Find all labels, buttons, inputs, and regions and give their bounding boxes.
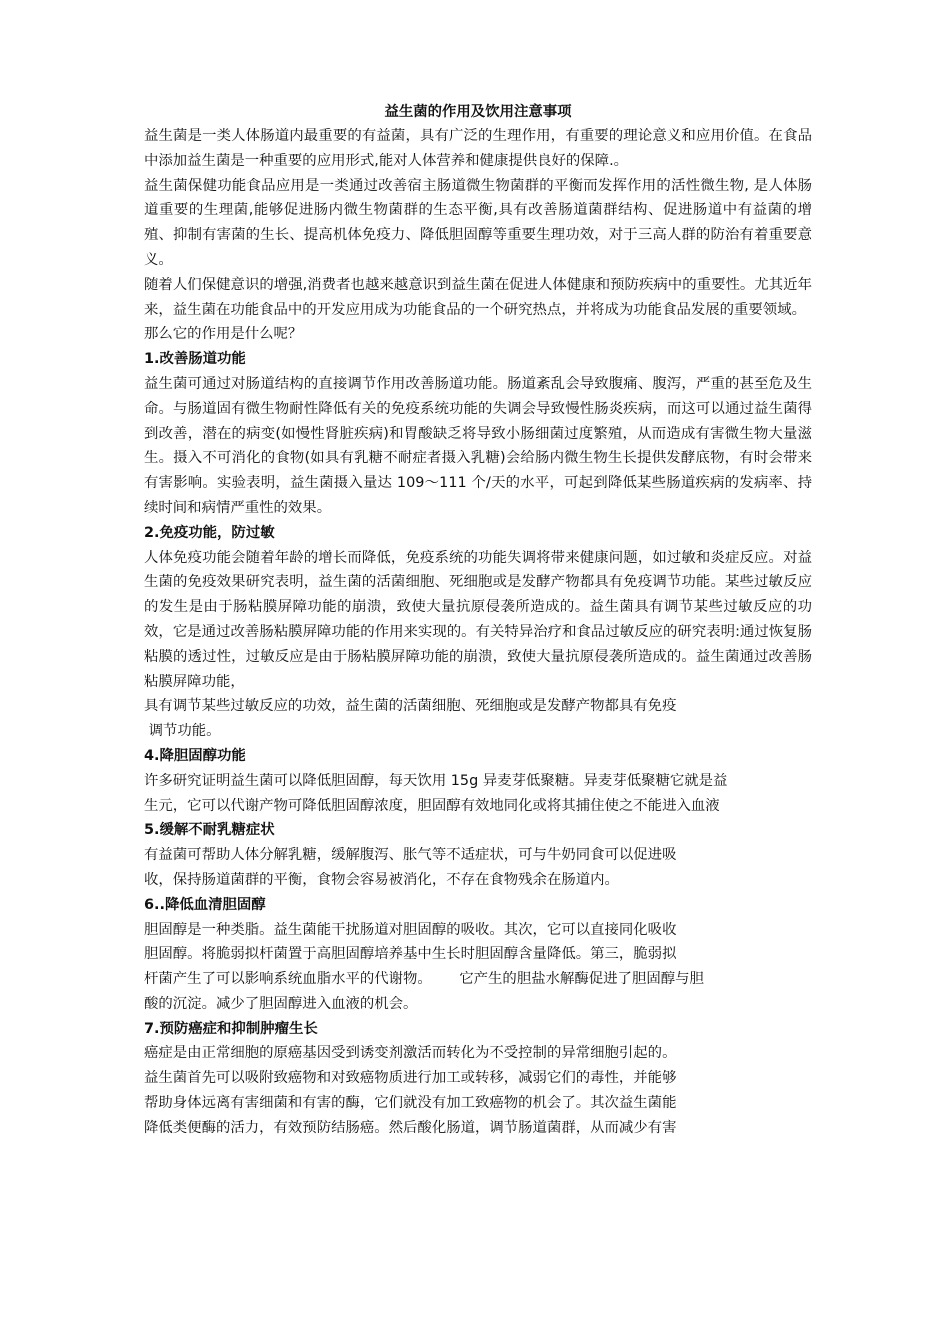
section-heading-6: 6..降低血清胆固醇 xyxy=(144,896,266,913)
section-body-1: 益生菌可通过对肠道结构的直接调节作用改善肠道功能。肠道紊乱会导致腹痛、腹泻，严重的甚至危及生命。与肠道固有微生物耐性降低有关的免疫系统功能的失调会导致慢性肠炎疾病，而这可以通过益生菌得到改善，潜在的病变(如慢性肾脏疾病)和胃酸缺乏将导致小肠细菌过度繁殖，从而造成有害微生物大量滋生。摄入不可消化的食物(如具有乳糖不耐症者摄入乳糖)会给肠内微生物生长提供发酵底物，有时会带来有害影响。实验表明，益生菌摄入量达 109～111 个/天的水平，可起到降低某些肠道疾病的发病率、持续时间和病情严重性的效果。 xyxy=(144,375,812,516)
section-5-line-1: 有益菌可帮助人体分解乳糖，缓解腹泻、胀气等不适症状，可与牛奶同食可以促进吸 xyxy=(144,847,677,864)
intro-question: 那么它的作用是什么呢？ xyxy=(144,326,303,343)
section-body-2: 人体免疫功能会随着年龄的增长而降低，免疫系统的功能失调将带来健康问题，如过敏和炎症反应。对益生菌的免疫效果研究表明，益生菌的活菌细胞、死细胞或是发酵产物都具有免疫调节功能。某些过敏反应的发生是由于肠粘膜屏障功能的崩溃，致使大量抗原侵袭所造成的。益生菌具有调节某些过敏反应的功效，它是通过改善肠粘膜屏障功能的作用来实现的。有关特异治疗和食品过敏反应的研究表明:通过恢复肠粘膜的透过性，过敏反应是由于肠粘膜屏障功能的崩溃，致使大量抗原侵袭所造成的。益生菌通过改善肠粘膜屏障功能， xyxy=(144,549,812,690)
section-heading-4: 4.降胆固醇功能 xyxy=(144,747,246,764)
section-6-line-3: 杆菌产生了可以影响系统血脂水平的代谢物。 它产生的胆盐水解酶促进了胆固醇与胆 xyxy=(144,971,704,988)
section-heading-7: 7.预防癌症和抑制肿瘤生长 xyxy=(144,1020,318,1037)
section-heading-2: 2.免疫功能，防过敏 xyxy=(144,524,275,541)
section-7-line-4: 降低类便酶的活力，有效预防结肠癌。然后酸化肠道，调节肠道菌群，从而减少有害 xyxy=(144,1119,677,1136)
section-2-line-2: 调节功能。 xyxy=(144,723,221,740)
section-6-line-4: 酸的沉淀。减少了胆固醇进入血液的机会。 xyxy=(144,995,418,1012)
section-7-line-2: 益生菌首先可以吸附致癌物和对致癌物质进行加工或转移，减弱它们的毒性，并能够 xyxy=(144,1070,677,1087)
document-title: 益生菌的作用及饮用注意事项 xyxy=(384,104,572,120)
section-4-line-1: 许多研究证明益生菌可以降低胆固醇，每天饮用 15g 异麦芽低聚糖。异麦芽低聚糖它就是益 xyxy=(144,772,728,789)
section-5-line-2: 收，保持肠道菌群的平衡，食物会容易被消化，不存在食物残余在肠道内。 xyxy=(144,871,619,888)
section-heading-5: 5.缓解不耐乳糖症状 xyxy=(144,822,275,839)
section-7-line-1: 癌症是由正常细胞的原癌基因受到诱变剂激活而转化为不受控制的异常细胞引起的。 xyxy=(144,1045,677,1062)
intro-paragraph-2: 益生菌保健功能食品应用是一类通过改善宿主肠道微生物菌群的平衡而发挥作用的活性微生物, 是人体肠道重要的生理菌,能够促进肠内微生物菌群的生态平衡,具有改善肠道菌群结构、促进肠道中有益菌的增殖、抑制有害菌的生长、提高机体免疫力、降低胆固醇等重要生理功效，对于三高人群的防治有着重要意义。 xyxy=(144,177,812,268)
section-2-line-1: 具有调节某些过敏反应的功效，益生菌的活菌细胞、死细胞或是发酵产物都具有免疫 xyxy=(144,698,677,715)
intro-paragraph-3: 随着人们保健意识的增强,消费者也越来越意识到益生菌在促进人体健康和预防疾病中的重要性。尤其近年来，益生菌在功能食品中的开发应用成为功能食品的一个研究热点，并将成为功能食品发展的重要领域。 xyxy=(144,276,812,318)
document-page xyxy=(144,100,812,1141)
intro-paragraph-1: 益生菌是一类人体肠道内最重要的有益菌，具有广泛的生理作用，有重要的理论意义和应用价值。在食品中添加益生菌是一种重要的应用形式,能对人体营养和健康提供良好的保障.。 xyxy=(144,128,812,169)
section-heading-1: 1.改善肠道功能 xyxy=(144,351,246,368)
section-4-line-2: 生元，它可以代谢产物可降低胆固醇浓度，胆固醇有效地同化或将其捕住使之不能进入血液 xyxy=(144,797,720,814)
section-6-line-2: 胆固醇。将脆弱拟杆菌置于高胆固醇培养基中生长时胆固醇含量降低。第三，脆弱拟 xyxy=(144,946,677,963)
section-6-line-1: 胆固醇是一种类脂。益生菌能干扰肠道对胆固醇的吸收。其次，它可以直接同化吸收 xyxy=(144,921,677,938)
section-7-line-3: 帮助身体远离有害细菌和有害的酶，它们就没有加工致癌物的机会了。其次益生菌能 xyxy=(144,1095,677,1112)
